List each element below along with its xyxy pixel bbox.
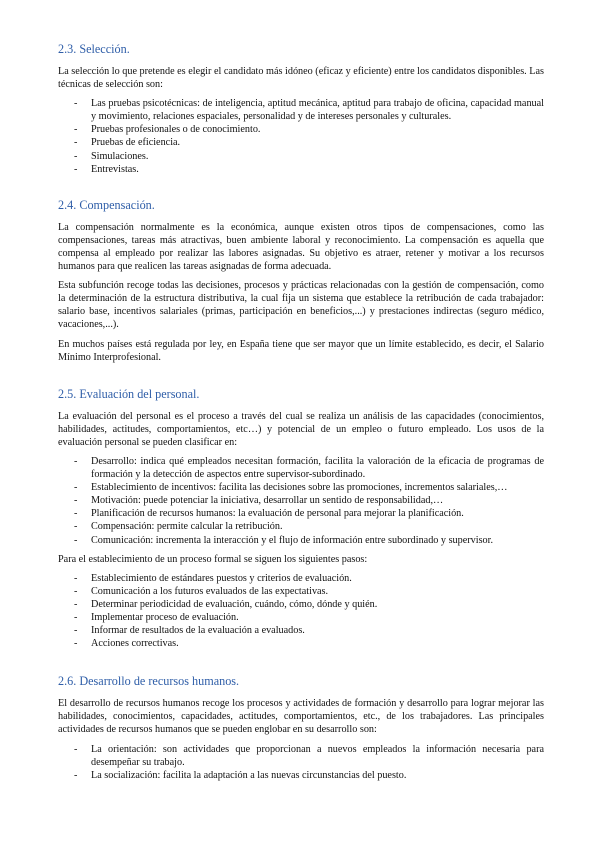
section-desarrollo-rrhh [58,674,544,782]
development-activities-list [58,743,544,782]
list-item: - Compensación: permite calcular la retribución. [74,521,283,533]
dash-bullet: - [74,163,78,175]
dash-bullet: - [74,743,78,755]
section-seleccion [58,42,544,176]
list-item: - Determinar periodicidad de evaluación, cuándo, cómo, dónde y quién. [74,598,378,610]
list-item: - Comunicación: incrementa la interacción y el flujo de información entre subordinado y supervisor. [74,534,493,546]
dash-bullet: - [74,598,78,610]
dash-bullet: - [74,482,78,494]
paragraph: La compensación normalmente es la económica, aunque existen otros tipos de compensaciones, como las compensaciones, tareas más atractivas, buen ambiente laboral y reconocimiento. La compensación es aquella que compensa al empleado por realizar las labores asignadas. Su objetivo es atraer, retener y motivar a los recursos humanos para que realicen las tareas asignadas de forma adecuada. [58,221,544,273]
list-item: - La orientación: son actividades que proporcionan a nuevos empleados la información necesaria para desempeñar su trabajo. [74,743,544,768]
selection-techniques-list [58,97,544,176]
dash-bullet: - [74,137,78,149]
paragraph: En muchos países está regulada por ley, en España tiene que ser mayor que un límite establecido, es decir, el Salario Mínimo Interprofesional. [58,338,544,363]
list-item: - Motivación: puede potenciar la iniciativa, desarrollar un sentido de responsabilidad,… [74,495,444,507]
list-item: - Las pruebas psicotécnicas: de inteligencia, aptitud mecánica, aptitud para trabajo de oficina, capacidad manual y movimiento, relaciones espaciales, personalidad y de intereses personales y culturales. [74,98,544,123]
list-item: - Desarrollo: indica qué empleados necesitan formación, facilita la valoración de la eficacia de programas de formación y la detección de aspectos entre supervisor-subordinado. [74,455,544,481]
list-item: - La socialización: facilita la adaptación a las nuevas circunstancias del puesto. [74,769,407,781]
dash-bullet: - [74,638,78,650]
list-item: - Pruebas profesionales o de conocimiento. [74,124,261,136]
section-compensacion [58,198,544,364]
list-item: - Entrevistas. [74,163,139,175]
dash-bullet: - [74,98,78,110]
evaluation-uses-list [58,455,544,547]
section-intro: El desarrollo de recursos humanos recoge los procesos y actividades de formación y desarrollo para lograr mejorar las habilidades, conocimientos, capacidades, actitudes, comportamientos, etc., de los trabajadores. Las principales actividades de recursos humanos que se pueden englobar en su desarrollo son: [58,698,544,736]
list-item: - Acciones correctivas. [74,638,179,650]
evaluation-steps-list [58,572,544,651]
list-item: - Simulaciones. [74,150,149,162]
steps-intro: Para el establecimiento de un proceso formal se siguen los siguientes pasos: [58,553,368,565]
section-heading: 2.6. Desarrollo de recursos humanos. [58,674,240,689]
section-intro: La selección lo que pretende es elegir el candidato más idóneo (eficaz y eficiente) entre los candidatos disponibles. Las técnicas de selección son: [58,66,544,91]
dash-bullet: - [74,508,78,520]
dash-bullet: - [74,612,78,623]
list-item: - Planificación de recursos humanos: la evaluación de personal para mejorar la planificación. [74,508,464,520]
dash-bullet: - [74,625,78,637]
dash-bullet: - [74,572,78,584]
dash-bullet: - [74,150,78,162]
section-intro: La evaluación del personal es el proceso a través del cual se realiza un análisis de las capacidades (conocimientos, habilidades, actitudes, comportamientos, etc…) y potencial de un empleo o futuro empleado. Los usos de la evaluación personal se pueden clasificar en: [58,410,544,448]
list-item: - Establecimiento de incentivos: facilita las decisiones sobre las promociones, incrementos salariales,… [74,482,508,494]
dash-bullet: - [74,534,78,546]
dash-bullet: - [74,495,78,507]
section-heading: 2.5. Evaluación del personal. [58,386,200,401]
list-item: - Establecimiento de estándares puestos y criterios de evaluación. [74,572,352,584]
dash-bullet: - [74,455,78,467]
list-item: - Implementar proceso de evaluación. [74,612,239,623]
list-item: - Comunicación a los futuros evaluados de las expectativas. [74,585,329,597]
dash-bullet: - [74,521,78,533]
dash-bullet: - [74,769,78,781]
section-heading: 2.4. Compensación. [58,197,155,212]
dash-bullet: - [74,585,78,597]
section-heading: 2.3. Selección. [58,42,130,56]
list-item: - Pruebas de eficiencia. [74,137,181,149]
dash-bullet: - [74,124,78,136]
paragraph: Esta subfunción recoge todas las decisiones, procesos y prácticas relacionadas con la gestión de compensación, como la determinación de la estructura distributiva, la cual fija un sistema que establece la retribución de cada trabajador: salario base, incentivos salariales (primas, participación en beneficios,...) y prestaciones indirectas (seguro médico, vacaciones,...). [58,280,544,331]
list-item: - Informar de resultados de la evaluación a evaluados. [74,625,305,637]
section-evaluacion-personal [58,387,544,651]
document-content [58,42,544,788]
